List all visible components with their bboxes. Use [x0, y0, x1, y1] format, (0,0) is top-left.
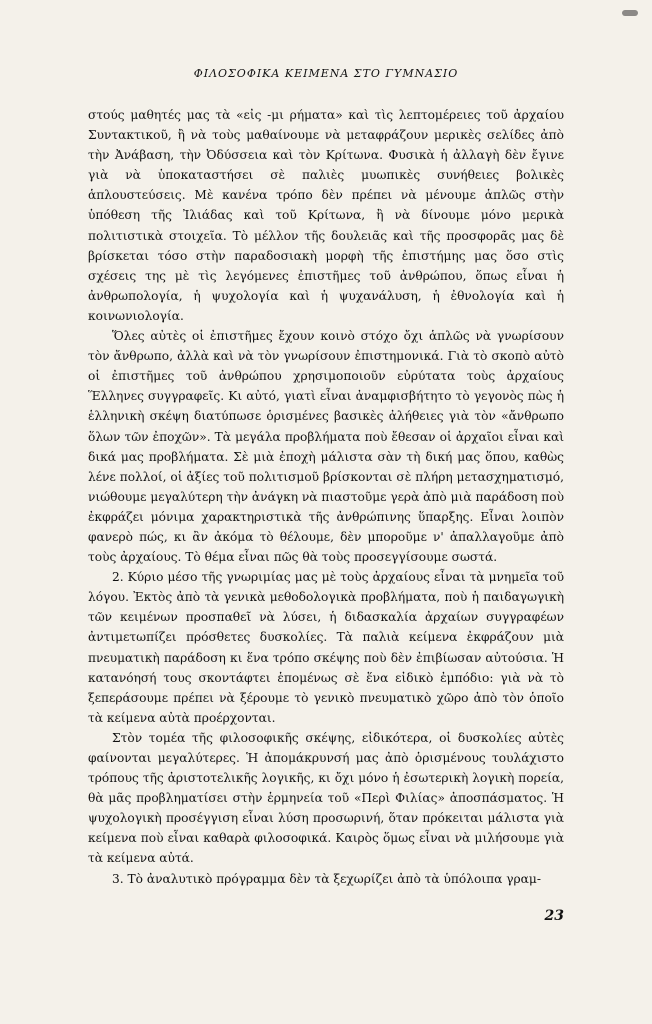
ink-mark [622, 10, 638, 16]
body-text [88, 105, 564, 889]
paragraph: Στὸν τομέα τῆς φιλοσοφικῆς σκέψης, εἰδικότερα, οἱ δυσκολίες αὐτὲς φαίνονται μεγαλύτερες. Ἡ ἀπομάκρυνσή μας ἀπὸ ὁρισμένους τουλάχιστο τρόπους τῆς ἀριστοτελικῆς λογικῆς, κι ὄχι μόνο ἡ ἐσωτερικὴ λογικὴ πορεία, θὰ μᾶς προβληματίσει στὴν ἑρμηνεία τοῦ «Περὶ Φιλίας» ἀποσπάσματος. Ἡ ψυχολογικὴ προσέγγιση εἶναι λύση προσωρινή, ὅταν πρόκειται μάλιστα γιὰ κείμενα ποὺ εἶναι καθαρὰ φιλοσοφικά. Καιρὸς ὅμως εἶναι νὰ μιλήσουμε γιὰ τὰ κείμενα αὐτά. [88, 730, 564, 866]
running-head: ΦΙΛΟΣΟΦΙΚΑ ΚΕΙΜΕΝΑ ΣΤΟ ΓΥΜΝΑΣΙΟ [193, 67, 459, 80]
page-number: 23 [544, 908, 564, 924]
paragraph-section-3: 3. Τὸ ἀναλυτικὸ πρόγραμμα δὲν τὰ ξεχωρίζει ἀπὸ τὰ ὑπόλοιπα γραμ- [112, 871, 541, 886]
paragraph-continuation: στούς μαθητές μας τὰ «εἰς -μι ρήματα» καὶ τὶς λεπτομέρειες τοῦ ἀρχαίου Συντακτικοῦ, ἢ νὰ τοὺς μαθαίνουμε νὰ μεταφράζουν μερικὲς σελίδες ἀπὸ τὴν Ἀνάβαση, τὴν Ὀδύσσεια καὶ τὸν Κρίτωνα. Φυσικὰ ἡ ἀλλαγὴ δὲν ἔγινε γιὰ νὰ ὑποκαταστήσει σὲ παλιὲς μυωπικὲς συνήθειες βολικὲς ἁπλουστεύσεις. Μὲ κανένα τρόπο δὲν πρέπει νὰ μένουμε ἁπλῶς στὴν ὑπόθεση τῆς Ἰλιάδας καὶ τοῦ Κρίτωνα, ἢ νὰ δίνουμε μόνο μερικὰ πολιτιστικὰ στοιχεῖα. Τὸ μέλλον τῆς δουλειᾶς καὶ τῆς προσφορᾶς μας δὲ βρίσκεται τόσο στὴν παραδοσιακὴ μορφὴ τῆς ἐπιστήμης μας ὅσο στὶς σχέσεις της μὲ τὶς λεγόμενες ἐπιστῆμες τοῦ ἀνθρώπου, ὅπως εἶναι ἡ ἀνθρωπολογία, ἡ ψυχολογία καὶ ἡ ψυχανάλυση, ἡ ἐθνολογία καὶ ἡ κοινωνιολογία. [88, 108, 564, 323]
paragraph: Ὅλες αὐτὲς οἱ ἐπιστῆμες ἔχουν κοινὸ στόχο ὄχι ἁπλῶς νὰ γνωρίσουν τὸν ἄνθρωπο, ἀλλὰ καὶ νὰ τὸν γνωρίσουν ἐπιστημονικά. Γιὰ τὸ σκοπὸ αὐτὸ οἱ ἐπιστῆμες τοῦ ἀνθρώπου χρησιμοποιοῦν εὐρύτατα τοὺς ἀρχαίους Ἕλληνες συγγραφεῖς. Κι αὐτό, γιατὶ εἶναι ἀναμφισβήτητο τὸ γεγονὸς πὼς ἡ ἑλληνικὴ σκέψη διατύπωσε ὁρισμένες βασικὲς ἀλήθειες γιὰ τὸν «ἄνθρωπο ὅλων τῶν ἐποχῶν». Τὰ μεγάλα προβλήματα ποὺ ἔθεσαν οἱ ἀρχαῖοι εἶναι καὶ δικά μας προβλήματα. Σὲ μιὰ ἐποχὴ μάλιστα σὰν τὴ δική μας ὅπου, καθὼς λένε πολλοί, οἱ ἀξίες τοῦ πολιτισμοῦ βρίσκονται σὲ πλήρη μετασχηματισμό, νιώθουμε μεγαλύτερη τὴν ἀνάγκη νὰ πιαστοῦμε γερὰ ἀπὸ μιὰ παράδοση ποὺ ἐκφράζει μόνιμα χαρακτηριστικὰ τῆς ἀνθρώπινης ὕπαρξης. Εἶναι λοιπὸν φανερὸ πώς, κι ἂν ἀκόμα τὸ θέλουμε, δὲν μποροῦμε ν' ἀπαλλαγοῦμε ἀπὸ τοὺς ἀρχαίους. Τὸ θέμα εἶναι πῶς θὰ τοὺς προσεγγίσουμε σωστά. [88, 329, 565, 565]
paragraph-section-2: 2. Κύριο μέσο τῆς γνωριμίας μας μὲ τοὺς ἀρχαίους εἶναι τὰ μνημεῖα τοῦ λόγου. Ἐκτὸς ἀπὸ τὰ γενικὰ μεθοδολογικὰ προβλήματα, ποὺ ἡ παιδαγωγικὴ τῶν κειμένων προσπαθεῖ νὰ λύσει, ἡ διδασκαλία ἀρχαίων συγγραφέων ἀντιμετωπίζει πρόσθετες δυσκολίες. Τὰ παλιὰ κείμενα ἐκφράζουν μιὰ πνευματικὴ παράδοση κι ἕνα τρόπο σκέψης ποὺ δὲν ἐπιβίωσαν αὐτούσια. Ἡ κατανόησή τους σκοντάφτει ἑπομένως σὲ ἕνα εἰδικὸ ἐμπόδιο: γιὰ νὰ τὸ ξεπεράσουμε πρέπει νὰ ξέρουμε τὸ γενικὸ πνευματικὸ χῶρο ἀπὸ τὸν ὁποῖο τὰ κείμενα αὐτὰ προέρχονται. [88, 570, 564, 725]
